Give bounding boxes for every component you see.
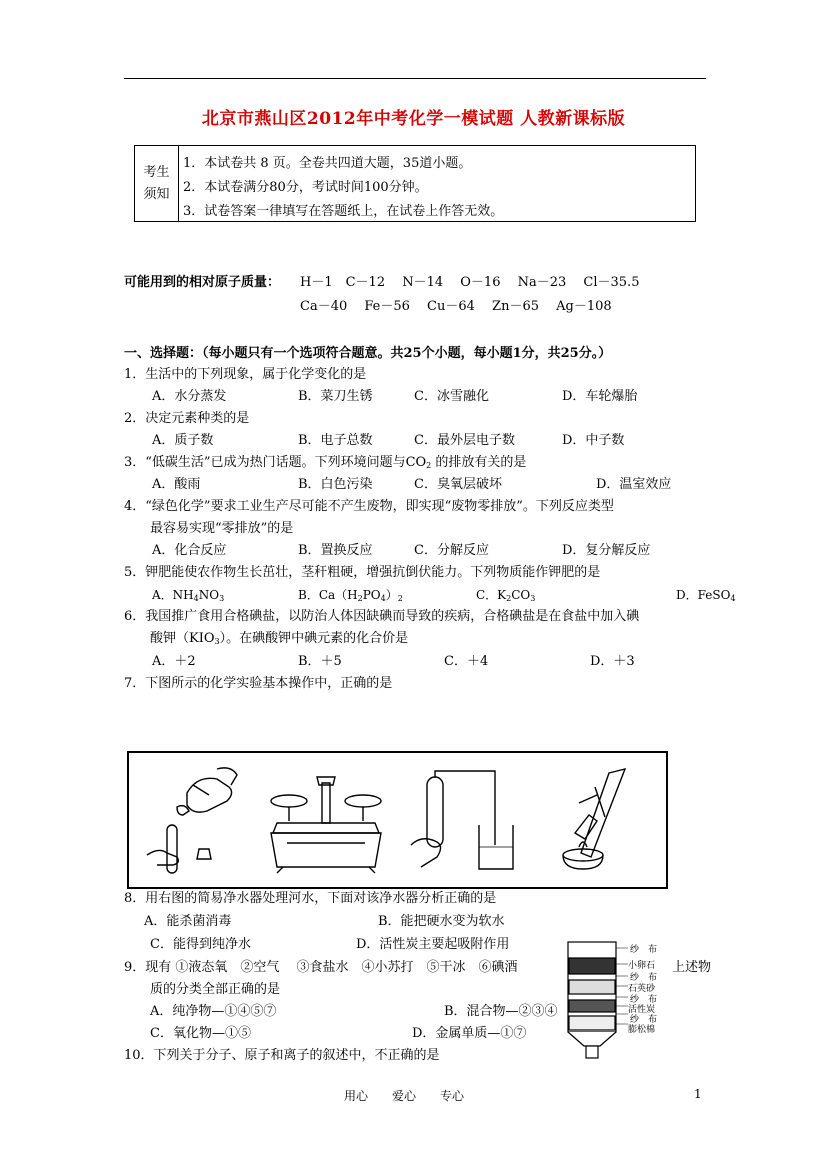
option: D．车轮爆胎	[562, 389, 638, 404]
notice-label-line1: 考生	[143, 164, 170, 180]
option: D．温室效应	[596, 477, 672, 492]
option: C．最外层电子数	[414, 433, 515, 448]
section-heading: 一、选择题：（每小题只有一个选项符合题意。共25个小题，每小题1分，共25分。）	[124, 346, 612, 361]
notice-label	[135, 146, 179, 221]
option: C．能得到纯净水	[150, 937, 251, 952]
q7-figure-box	[127, 751, 668, 889]
question-stem-tail: 上述物	[672, 960, 712, 975]
balance-figure	[267, 763, 385, 878]
atomic-mass-label: 可能用到的相对原子质量：	[124, 275, 281, 290]
filter-label: 纱 布	[630, 945, 658, 955]
question-stem: 1．生活中的下列现象，属于化学变化的是	[124, 367, 367, 382]
filter-label: 纱 布	[630, 1015, 658, 1025]
question-stem: 2．决定元素种类的是	[124, 411, 250, 426]
option: A．$NH_4NO_3$	[152, 588, 225, 603]
page-number: 1	[694, 1087, 702, 1101]
option: D．金属单质—①⑦	[412, 1026, 527, 1041]
filter-label: 纱 布	[630, 973, 658, 983]
option: A．水分蒸发	[152, 389, 227, 404]
filter-label: 纱 布	[630, 995, 658, 1005]
footer-motto: 用心 爱心 专心	[344, 1089, 465, 1103]
question-stem: 7．下图所示的化学实验基本操作中，正确的是	[124, 676, 393, 691]
notice-label-line2: 须知	[143, 186, 170, 202]
question-stem: 6．我国推广食用合格碘盐，以防治人体因缺碘而导致的疾病，合格碘盐是在食盐中加入碘	[124, 609, 640, 624]
pouring-liquid-figure	[137, 763, 247, 878]
option: A．质子数	[152, 433, 214, 448]
option: D．中子数	[562, 433, 625, 448]
filter-label: 活性炭	[628, 1005, 656, 1015]
option: B．＋5	[298, 654, 342, 669]
option: B．$Ca(H_2PO_4)_2$	[298, 588, 403, 603]
option: D．FeSO$_4$	[676, 588, 736, 603]
notice-item: 3．试卷答案一律填写在答题纸上，在试卷上作答无效。	[183, 204, 504, 219]
option: D．＋3	[590, 654, 635, 669]
option: C．分解反应	[414, 543, 489, 558]
notice-box	[134, 145, 696, 222]
option: C．＋4	[444, 654, 489, 669]
question-stem-line2: 酸钾$(KIO_3)$。在碘酸钾中碘元素的化合价是	[150, 631, 409, 646]
option: A．化合反应	[152, 543, 227, 558]
question-stem: 3．“低碳生活”已成为热门话题。下列环境问题与$CO_2$ 的排放有关的是	[124, 455, 527, 470]
filter-label: 石英砂	[628, 984, 656, 994]
atomic-mass-row1: H－1 C－12 N－14 O－16 Na－23 Cl－35.5	[300, 275, 640, 290]
option: C．氧化物—①⑤	[150, 1026, 251, 1041]
filter-label: 膨松棉	[628, 1025, 656, 1035]
option: D．复分解反应	[562, 543, 651, 558]
atomic-mass-row2: Ca－40 Fe－56 Cu－64 Zn－65 Ag－108	[300, 299, 612, 314]
option: B．白色污染	[298, 477, 373, 492]
top-rule	[124, 78, 706, 79]
question-stem: 9．现有 ①液态氧 ②空气 ③食盐水 ④小苏打 ⑤干冰 ⑥碘酒	[124, 960, 518, 975]
option: C．$K_2CO_3$	[476, 588, 536, 603]
water-filter-figure	[566, 940, 706, 1060]
option: B．菜刀生锈	[298, 389, 373, 404]
option: B．电子总数	[298, 433, 373, 448]
question-stem: 10．下列关于分子、原子和离子的叙述中，不正确的是	[124, 1048, 440, 1063]
filter-label: 小卵石	[628, 961, 656, 971]
question-stem-line2: 最容易实现“零排放”的是	[150, 521, 294, 536]
option: B．置换反应	[298, 543, 373, 558]
question-stem: 5．钾肥能使农作物生长茁壮，茎秆粗硬，增强抗倒伏能力。下列物质能作钾肥的是	[124, 565, 601, 580]
option: D．活性炭主要起吸附作用	[356, 937, 510, 952]
option: B．混合物—②③④	[444, 1004, 558, 1019]
option: A．酸雨	[152, 477, 201, 492]
option: A．纯净物—①④⑤⑦	[150, 1004, 277, 1019]
airtightness-figure	[401, 763, 519, 878]
notice-item: 1．本试卷共 8 页。全卷共四道大题，35道小题。	[183, 156, 472, 171]
option: C．冰雪融化	[414, 389, 489, 404]
notice-item: 2．本试卷满分80分，考试时间100分钟。	[183, 180, 428, 195]
page-title: 北京市燕山区2012年中考化学一模试题 人教新课标版	[201, 109, 626, 129]
option: C．臭氧层破坏	[414, 477, 502, 492]
question-stem: 8．用右图的简易净水器处理河水，下面对该净水器分析正确的是	[124, 891, 497, 906]
question-stem: 4．“绿色化学”要求工业生产尽可能不产生废物，即实现“废物零排放”。下列反应类型	[124, 499, 614, 514]
option: A．能杀菌消毒	[144, 914, 232, 929]
heating-figure	[539, 763, 657, 878]
option: B．能把硬水变为软水	[378, 914, 505, 929]
option: A．＋2	[152, 654, 196, 669]
question-stem-line2: 质的分类全部正确的是	[150, 982, 281, 997]
